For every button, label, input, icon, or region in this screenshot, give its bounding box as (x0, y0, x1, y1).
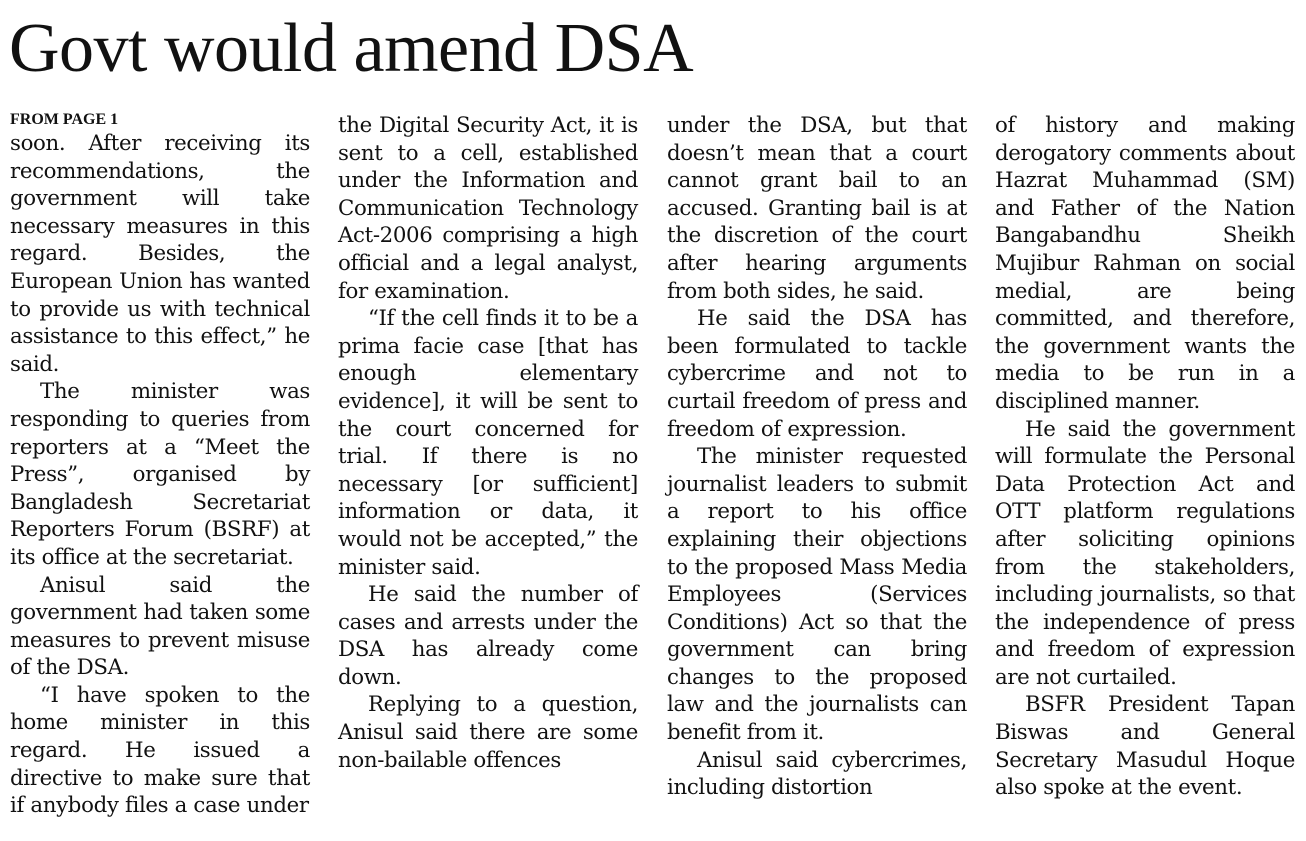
article-column-3 (667, 112, 967, 802)
headline: Govt would amend DSA (9, 10, 694, 87)
continuation-kicker: FROM PAGE 1 (10, 111, 119, 128)
paragraph: Replying to a question, Anisul said there are some non-bailable offences (338, 692, 638, 773)
paragraph: Anisul said cybercrimes, including distortion (667, 747, 967, 801)
article-column-2 (338, 112, 638, 774)
paragraph: BSFR President Tapan Biswas and General Secretary Masudul Hoque also spoke at the event. (995, 692, 1295, 801)
paragraph: the Digital Security Act, it is sent to a cell, established under the Information and Communication Technology Act-2006 comprising a high official and a legal analyst, for examination. (338, 113, 638, 304)
paragraph: soon. After receiving its recommendations, the government will take necessary measures in this regard. Besides, the European Union has wanted to provide us with technical assistance to this effect,” he said. (10, 131, 310, 377)
article-column-1 (10, 112, 310, 820)
paragraph: He said the DSA has been formulated to tackle cybercrime and not to curtail freedom of press and freedom of expression. (667, 306, 967, 442)
paragraph: The minister was responding to queries from reporters at a “Meet the Press”, organised by Bangladesh Secretariat Reporters Forum (BSRF) at its office at the secretariat. (10, 379, 310, 570)
paragraph: of history and making derogatory comments about Hazrat Muhammad (SM) and Father of the Nation Bangabandhu Sheikh Mujibur Rahman on social medial, are being committed, and therefore, the government wants the media to be run in a disciplined manner. (995, 113, 1295, 414)
paragraph: Anisul said the government had taken some measures to prevent misuse of the DSA. (10, 572, 310, 681)
paragraph: He said the number of cases and arrests under the DSA has already come down. (338, 582, 638, 690)
paragraph: The minister requested journalist leaders to submit a report to his office explaining their objections to the proposed Mass Media Employees (Services Conditions) Act so that the government can bring changes to the proposed law and the journalists can benefit from it. (667, 444, 967, 746)
paragraph: He said the government will formulate the Personal Data Protection Act and OTT platform regulations after soliciting opinions from the stakeholders, including journalists, so that the independence of press and freedom of expression are not curtailed. (995, 416, 1295, 690)
paragraph: “I have spoken to the home minister in this regard. He issued a directive to make sure that if anybody files a case under (10, 682, 310, 819)
paragraph: under the DSA, but that doesn’t mean that a court cannot grant bail to an accused. Granting bail is at the discretion of the court after hearing arguments from both sides, he said. (667, 113, 967, 304)
article-column-4 (995, 112, 1295, 802)
paragraph: “If the cell finds it to be a prima facie case [that has enough elementary evidence], it will be sent to the court concerned for trial. If there is no necessary [or sufficient] information or data, it would not be accepted,” the minister said. (338, 306, 638, 580)
